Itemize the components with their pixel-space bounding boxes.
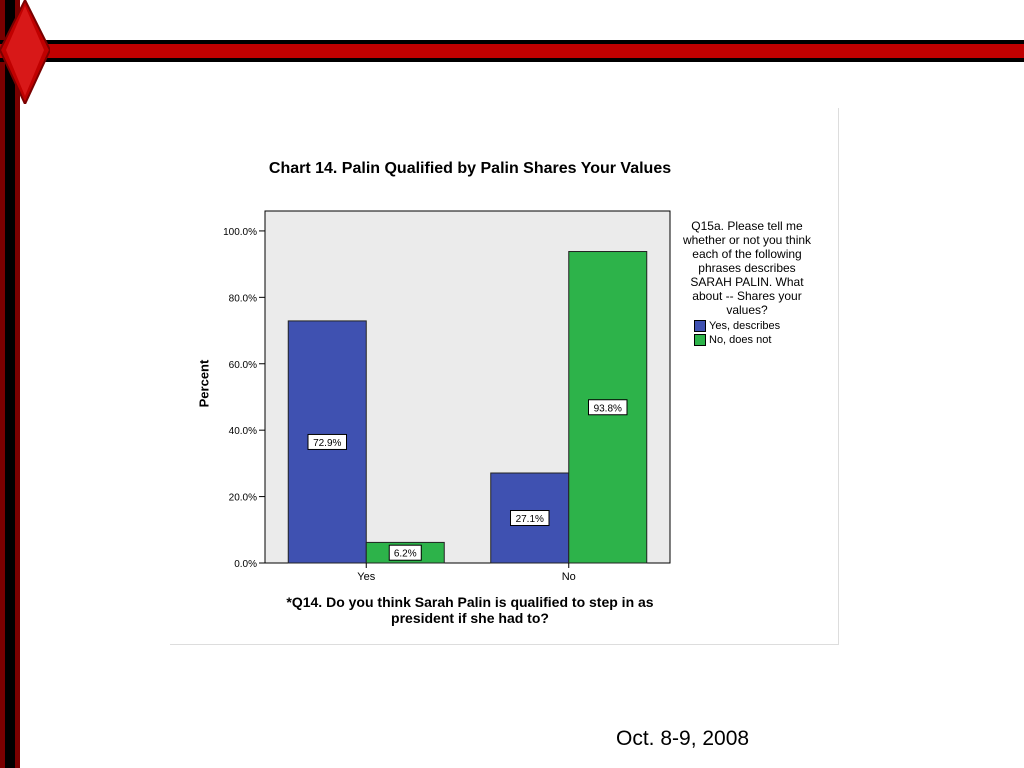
y-tick-label: 0.0%	[234, 559, 257, 570]
legend-swatch-no	[694, 334, 706, 346]
legend-label-yes: Yes, describes	[709, 320, 781, 332]
y-tick-label: 60.0%	[228, 359, 257, 371]
y-tick-label: 80.0%	[228, 293, 257, 305]
y-tick-label: 100.0%	[223, 226, 257, 238]
y-tick-label: 20.0%	[228, 492, 257, 504]
y-axis-label: Percent	[196, 359, 212, 408]
data-label: 72.9%	[313, 437, 342, 449]
x-axis-label: *Q14. Do you think Sarah Palin is qualified to step in as president if she had to?	[286, 594, 654, 626]
red-diamond-icon	[0, 0, 50, 104]
chart-container	[170, 108, 839, 645]
y-tick-label: 40.0%	[228, 426, 257, 438]
left-accent-bar-core	[5, 0, 15, 768]
data-label: 27.1%	[515, 514, 544, 526]
legend-swatch-yes	[694, 320, 706, 332]
data-label: 6.2%	[393, 548, 417, 560]
data-label: 93.8%	[593, 403, 622, 415]
x-tick-label: No	[561, 571, 576, 583]
legend-label-no: No, does not	[709, 334, 772, 346]
legend-title: Q15a. Please tell me whether or not you think each of the following phrases describes SARAH PALIN. What about -- Shares your values?	[682, 219, 812, 317]
footer-date: Oct. 8-9, 2008	[616, 727, 750, 750]
top-accent-bar-core	[0, 44, 1024, 58]
chart-title: Chart 14. Palin Qualified by Palin Shares Your Values	[268, 160, 672, 177]
legend	[676, 219, 818, 347]
legend-item-yes	[694, 319, 818, 333]
chart-plot	[170, 108, 838, 644]
legend-item-no	[694, 333, 818, 347]
x-tick-label: Yes	[357, 571, 376, 583]
